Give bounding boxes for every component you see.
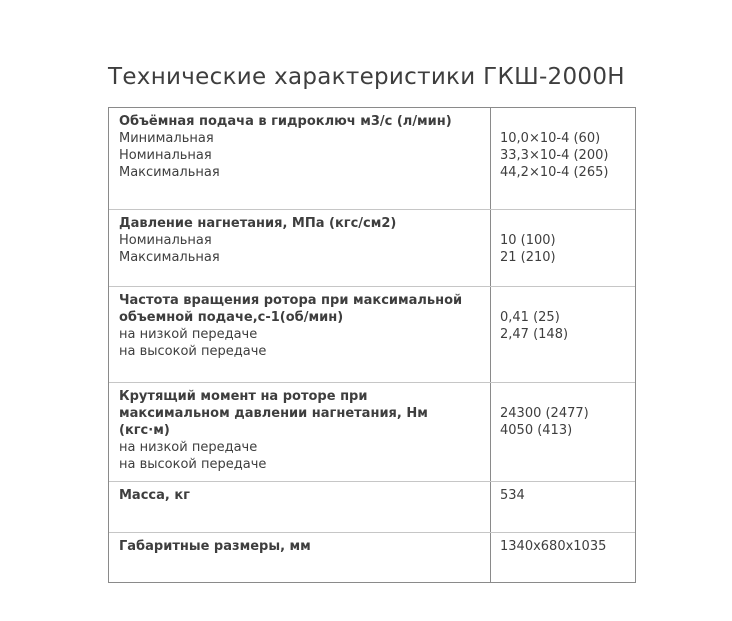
row-label-cell [109, 287, 491, 382]
row-value: 33,3×10-4 (200) [500, 148, 609, 163]
row-label-cell [109, 108, 491, 209]
row-title: Частота вращения ротора при максимальной объемной подаче,с-1(об/мин) [119, 293, 463, 325]
row-value-cell [491, 533, 635, 582]
row-value: 1340x680x1035 [500, 539, 607, 554]
row-value: 44,2×10-4 (265) [500, 165, 609, 180]
row-label-cell [109, 210, 491, 286]
specs-table [108, 107, 636, 583]
row-value: 10 (100) [500, 233, 556, 248]
row-value [500, 388, 625, 405]
row-title: Объёмная подача в гидроключ м3/с (л/мин) [119, 114, 452, 129]
row-value: 4050 (413) [500, 423, 573, 438]
row-title: Масса, кг [119, 488, 190, 503]
row-value-cell [491, 482, 635, 532]
row-label-cell [109, 383, 491, 481]
row-value: 10,0×10-4 (60) [500, 131, 601, 146]
table-row [109, 108, 635, 209]
row-value-cell [491, 287, 635, 382]
row-value: 534 [500, 488, 525, 503]
row-sub-label: на высокой передаче [119, 344, 267, 359]
row-value-cell [491, 210, 635, 286]
row-sub-label: на высокой передаче [119, 457, 267, 472]
row-value-cell [491, 108, 635, 209]
row-value: 24300 (2477) [500, 406, 589, 421]
row-value-cell [491, 383, 635, 481]
row-title: Габаритные размеры, мм [119, 539, 311, 554]
row-value [500, 113, 625, 130]
row-title: Давление нагнетания, МПа (кгс/см2) [119, 216, 397, 231]
table-row [109, 481, 635, 532]
row-sub-label: на низкой передаче [119, 327, 258, 342]
table-row [109, 209, 635, 286]
row-value: 0,41 (25) [500, 310, 560, 325]
row-sub-label: Максимальная [119, 250, 220, 265]
row-sub-label: Максимальная [119, 165, 220, 180]
page-title: Технические характеристики ГКШ-2000Н [108, 64, 625, 90]
row-sub-label: Номинальная [119, 148, 212, 163]
row-sub-label: на низкой передаче [119, 440, 258, 455]
row-sub-label: Минимальная [119, 131, 214, 146]
row-label-cell [109, 533, 491, 582]
table-row [109, 382, 635, 481]
row-sub-label: Номинальная [119, 233, 212, 248]
row-label-cell [109, 482, 491, 532]
row-value: 2,47 (148) [500, 327, 569, 342]
table-row [109, 532, 635, 582]
row-value [500, 215, 625, 232]
table-row [109, 286, 635, 382]
row-value [500, 292, 625, 309]
row-title: Крутящий момент на роторе при максимальном давлении нагнетания, Нм (кгс·м) [119, 389, 428, 438]
row-value: 21 (210) [500, 250, 556, 265]
